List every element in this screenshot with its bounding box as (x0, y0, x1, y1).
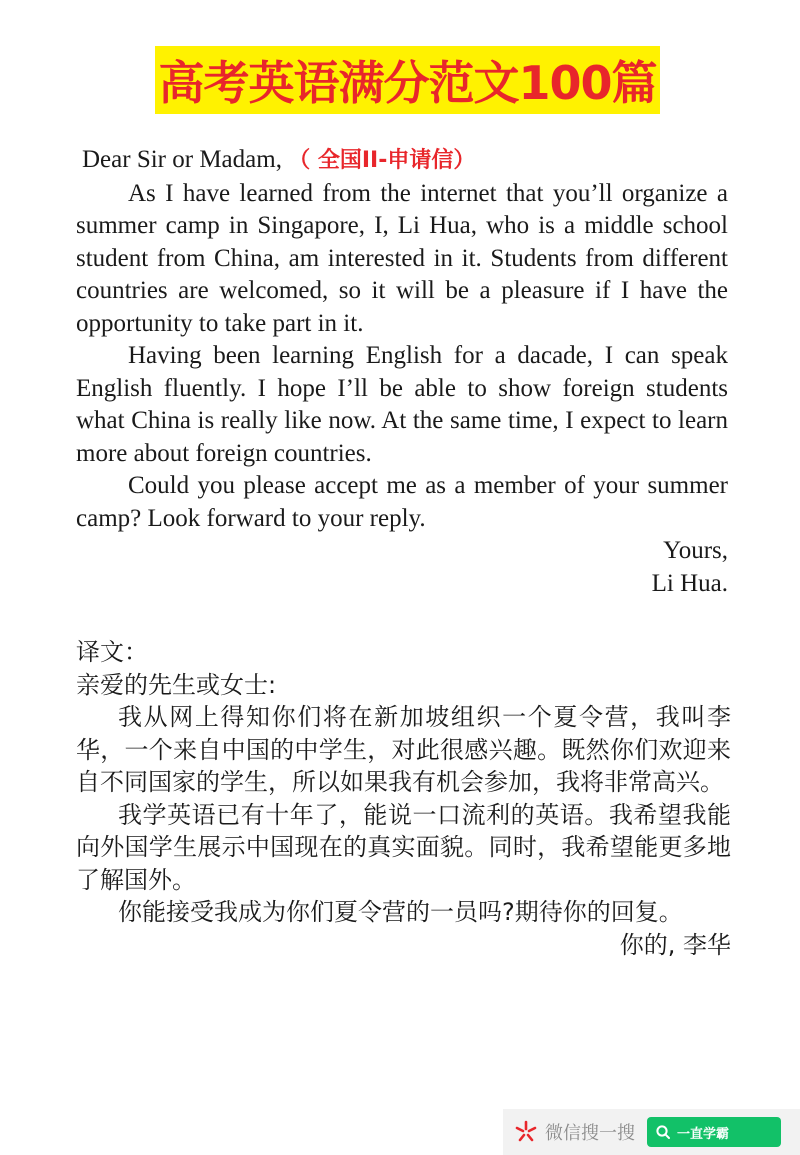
translation-paragraph-2: 我学英语已有十年了，能说一口流利的英语。我希望我能向外国学生展示中国现在的真实面貌。同时，我希望能更多地了解国外。 (76, 800, 731, 894)
letter-body (76, 144, 728, 600)
wechat-search-label: 微信搜一搜 (545, 1123, 635, 1144)
letter-signature: Li Hua. (651, 569, 728, 597)
page-title: 高考英语满分范文100篇 (158, 56, 657, 110)
letter-type-note: （ 全国II-申请信） (288, 148, 476, 173)
account-name: 一直学霸 (677, 1126, 730, 1142)
letter-greeting-line (76, 144, 728, 178)
translation-paragraph-3: 你能接受我成为你们夏令营的一员吗?期待你的回复。 (118, 898, 683, 926)
wechat-search-logo-icon (513, 1119, 539, 1145)
letter-paragraph-3: Could you please accept me as a member of your summer camp? Look forward to your reply. (76, 472, 728, 532)
translation-paragraph-1: 我从网上得知你们将在新加坡组织一个夏令营，我叫李华，一个来自中国的中学生，对此很感兴趣。既然你们欢迎来自不同国家的学生，所以如果我有机会参加，我将非常高兴。 (76, 703, 731, 796)
letter-closing: Yours, (663, 537, 728, 564)
letter-paragraph-1: As I have learned from the internet that you’ll organize a summer camp in Singapore, I, Li Hua, who is a middle school student from China, am interested in it. Students from different countries are welcomed, so it will be a pleasure if I have the opportunity to take part in it. (76, 179, 728, 337)
wechat-search-watermark (503, 1109, 800, 1155)
letter-greeting: Dear Sir or Madam, (82, 146, 282, 173)
translation-section (76, 636, 731, 961)
translation-greeting: 亲爱的先生或女士: (76, 670, 277, 699)
letter-paragraph-2: Having been learning English for a dacade, I can speak English fluently. I hope I’ll be able to show foreign students what China is really like now. At the same time, I expect to learn more about foreign countries. (76, 342, 728, 467)
translation-label: 译文： (76, 638, 148, 666)
translation-signature: 你的, 李华 (619, 930, 731, 959)
account-search-pill (647, 1117, 781, 1147)
search-icon (655, 1124, 671, 1140)
title-banner (155, 46, 660, 114)
